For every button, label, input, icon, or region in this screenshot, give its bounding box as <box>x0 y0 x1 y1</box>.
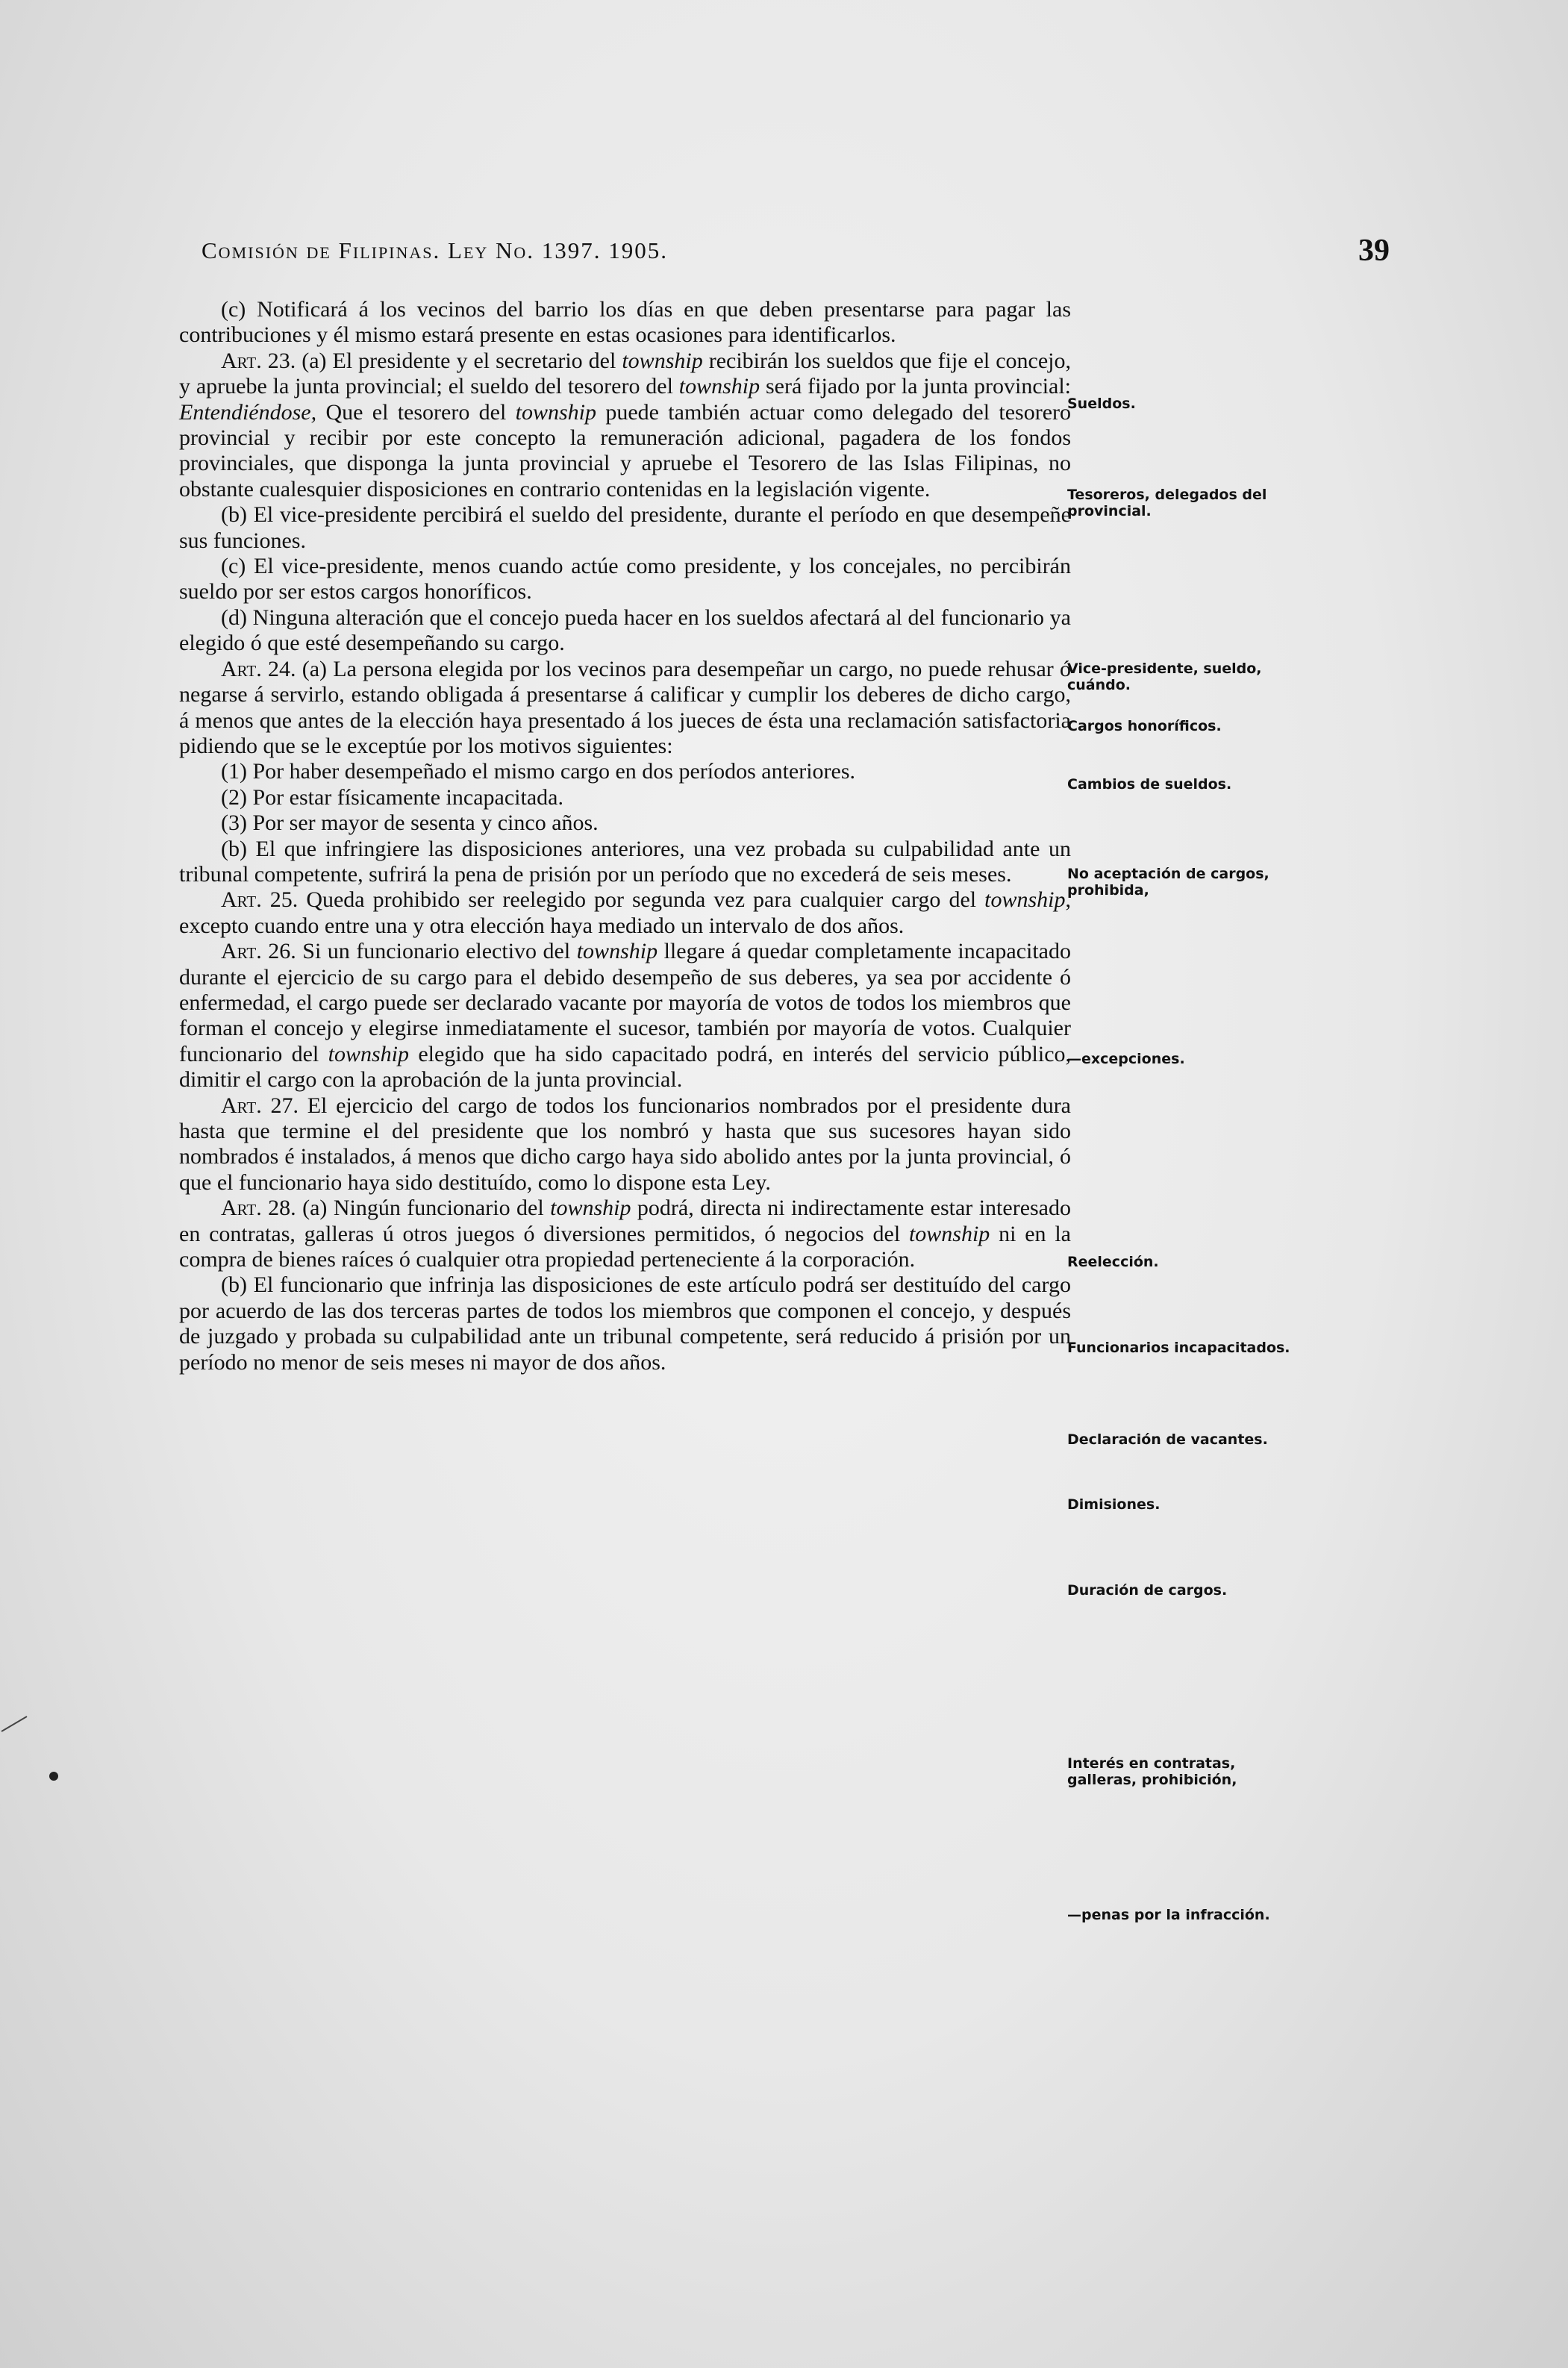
article-28-a <box>179 1196 1071 1272</box>
text-span: Que el tesorero del <box>325 399 507 425</box>
text-span: , excepto cuando entre una y otra elección haya mediado un intervalo de dos años. <box>179 887 1072 938</box>
margin-note-honorificos: Cargos honoríficos. <box>1067 718 1222 734</box>
township-term: township <box>622 348 703 373</box>
margin-note-vacantes: Declaración de vacantes. <box>1067 1431 1268 1448</box>
township-term: township <box>984 887 1066 913</box>
township-term: township <box>678 374 760 399</box>
article-28-b: (b) El funcionario que infrinja las disposiciones de este artículo podrá ser destituído del cargo por acuerdo de las dos terceras partes de todos los miembros que componen el concejo, y después de juzgado y probada su culpabilidad ante un tribunal competente, será reducido á prisión por un período no menor de seis meses ni mayor de dos años. <box>179 1272 1071 1375</box>
margin-note-sueldos: Sueldos. <box>1067 396 1136 412</box>
article-25 <box>179 887 1071 939</box>
text-span: (a) La persona elegida por los vecinos para desempeñar un cargo, no puede rehusar ó negarse á servirlo, estando obligada á presentarse á calificar y cumplir los deberes de dicho cargo, á menos que antes de la elección haya presentado á los jueces de ésta una reclamación satisfactoria pidiendo que se le exceptúe por los motivos siguientes: <box>179 656 1071 758</box>
article-label: Art. 26. <box>221 939 296 964</box>
text-span: ni en la compra de bienes raíces ó cualquier otra propiedad perteneciente á la corporación. <box>179 1221 1071 1272</box>
entendiendose-term: Entendiéndose, <box>179 399 317 425</box>
margin-note-penas: —penas por la infracción. <box>1067 1907 1270 1923</box>
article-label: Art. 27. <box>221 1093 299 1118</box>
scan-mark-line <box>0 1709 30 1739</box>
margin-note-tesoreros: Tesoreros, delegados del provincial. <box>1067 487 1267 519</box>
margin-note-incapacitados: Funcionarios incapacitados. <box>1067 1340 1290 1356</box>
margin-note-no-aceptacion: No aceptación de cargos, prohibida, <box>1067 866 1269 899</box>
article-label: Art. 24. <box>221 656 296 681</box>
article-label: Art. 25. <box>221 887 299 913</box>
text-span: (a) Ningún funcionario del <box>302 1196 544 1221</box>
text-span: El ejercicio del cargo de todos los funcionarios nombrados por el presidente dura hasta que termine el del presidente que los nombró y hasta que sus sucesores hayan sido nombrados é instalados, á menos que dicho cargo haya sido abolido antes por la junta provincial, ó que el funcionario haya sido destituído, como lo dispone esta Ley. <box>179 1093 1071 1195</box>
list-item-1: (1) Por haber desempeñado el mismo cargo en dos períodos anteriores. <box>221 759 856 784</box>
article-27 <box>179 1093 1071 1196</box>
paragraph-c: (c) Notificará á los vecinos del barrio los días en que deben presentarse para pagar las contribuciones y él mismo estará presente en estas ocasiones para identificarlos. <box>179 297 1071 348</box>
text-span: será fijado por la junta provincial: <box>765 374 1072 399</box>
text-span: llegare á quedar completamente incapacitado durante el ejercicio de su cargo para el debido desempeño de sus deberes, ya sea por accidente ó enfermedad, el cargo puede ser declarado vacante por mayoría de votos de todos los miembros que forman el concejo y elegirse inmediatamente el sucesor, también por mayoría de votos. Cualquier funcionario del <box>179 939 1072 1066</box>
township-term: township <box>550 1196 631 1221</box>
margin-note-reeleccion: Reelección. <box>1067 1254 1159 1270</box>
text-span: recibirán los sueldos que fije el concejo, y apruebe la junta provincial; el sueldo del tesorero del <box>179 348 1072 399</box>
township-term: township <box>908 1221 990 1246</box>
margin-note-dimisiones: Dimisiones. <box>1067 1496 1161 1513</box>
margin-note-excepciones: —excepciones. <box>1067 1051 1185 1067</box>
margin-note-vice-presidente: Vice-presidente, sueldo, cuándo. <box>1067 660 1262 693</box>
text-span: Queda prohibido ser reelegido por segunda vez para cualquier cargo del <box>306 887 977 913</box>
article-23-c: (c) El vice-presidente, menos cuando actúe como presidente, y los concejales, no percibirán sueldo por ser estos cargos honoríficos. <box>179 554 1071 605</box>
article-label: Art. 23. <box>221 348 296 373</box>
list-item-2: (2) Por estar físicamente incapacitada. <box>221 784 563 810</box>
article-26 <box>179 939 1071 1093</box>
article-24-b: (b) El que infringiere las disposiciones anteriores, una vez probada su culpabilidad ante un tribunal competente, sufrirá la pena de prisión por un período que no excederá de seis meses. <box>179 836 1071 887</box>
township-term: township <box>328 1041 409 1066</box>
township-term: township <box>576 939 658 964</box>
article-23-a <box>179 349 1071 502</box>
margin-note-duracion: Duración de cargos. <box>1067 1582 1228 1599</box>
article-label: Art. 28. <box>221 1196 296 1221</box>
scan-mark-dot <box>46 1769 61 1784</box>
list-item-3: (3) Por ser mayor de sesenta y cinco años. <box>221 810 599 836</box>
text-span: podrá, directa ni indirectamente estar interesado en contratas, galleras ú otros juegos ó diversiones permitidos, ó negocios del <box>179 1196 1071 1246</box>
text-span: puede también actuar como delegado del tesorero provincial y recibir por este concepto la remuneración adicional, pagadera de los fondos provinciales, que disponga la junta provincial y apruebe el Tesorero de las Islas Filipinas, no obstante cualesquier disposiciones en contrario contenidas en la legislación vigente. <box>179 399 1072 502</box>
township-term: township <box>515 399 597 425</box>
text-span: Si un funcionario electivo del <box>302 939 571 964</box>
margin-note-cambios: Cambios de sueldos. <box>1067 776 1232 793</box>
text-span: elegido que ha sido capacitado podrá, en interés del servicio público, dimitir el cargo con la aprobación de la junta provincial. <box>179 1041 1072 1093</box>
text-span: (a) El presidente y el secretario del <box>302 348 616 373</box>
article-24-a <box>179 657 1071 760</box>
article-23-b: (b) El vice-presidente percibirá el sueldo del presidente, durante el período en que desempeñe sus funciones. <box>179 502 1071 553</box>
page-number: 39 <box>1358 234 1390 268</box>
margin-note-interes: Interés en contratas, galleras, prohibición, <box>1067 1755 1237 1788</box>
running-title: Comisión de Filipinas. Ley No. 1397. 1905. <box>202 237 669 263</box>
article-23-d: (d) Ninguna alteración que el concejo pueda hacer en los sueldos afectará al del funcionario ya elegido ó que esté desempeñando su cargo. <box>179 605 1071 656</box>
body-text <box>179 297 1071 1375</box>
